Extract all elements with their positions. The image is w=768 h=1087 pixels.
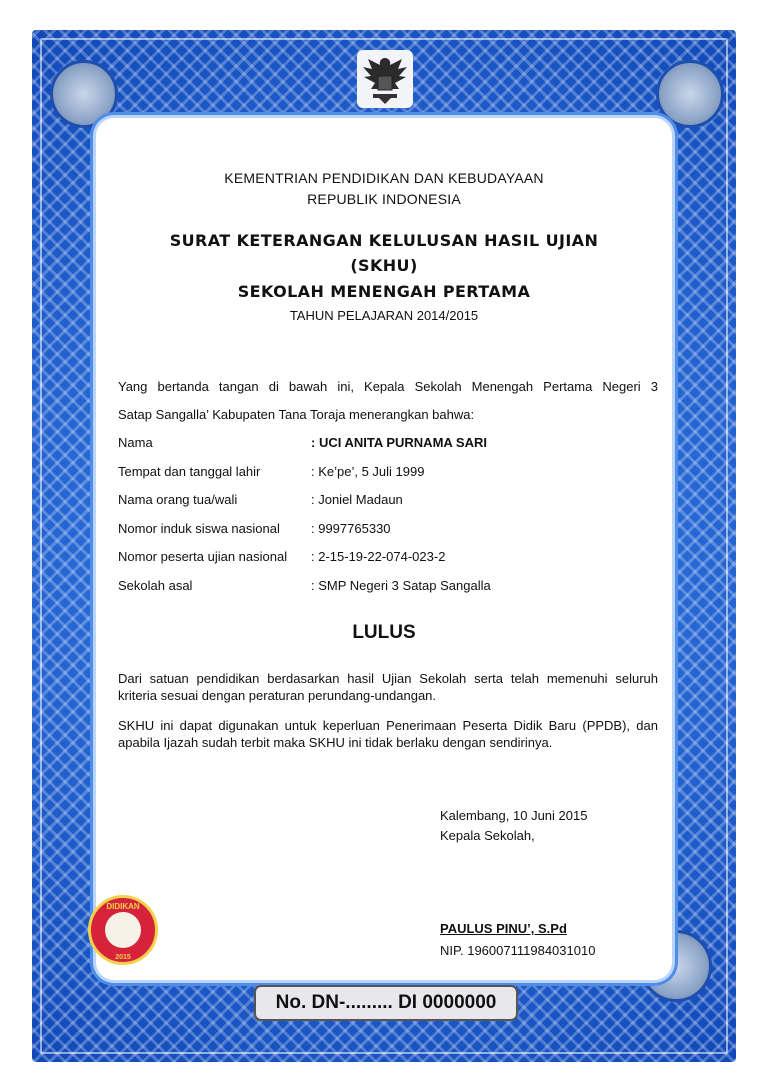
seal-text: DIDIKAN (106, 902, 140, 911)
ministry-name: KEMENTRIAN PENDIDIKAN DAN KEBUDAYAAN (224, 170, 544, 186)
field-value-parent: : Joniel Madaun (311, 492, 403, 507)
serial-number: No. DN-......... DI 0000000 (254, 985, 518, 1021)
paragraph-criteria: Dari satuan pendidikan berdasarkan hasil Ujian Sekolah serta telah memenuhi seluruh kriteria sesuai dengan peraturan perundang-undangan. (118, 671, 658, 703)
field-value-birth: : Ke’pe’, 5 Juli 1999 (311, 464, 425, 479)
place-date: Kalembang, 10 Juni 2015 (440, 808, 588, 823)
field-label-school: Sekolah asal (118, 578, 193, 593)
field-label-birth: Tempat dan tanggal lahir (118, 464, 261, 479)
corner-medallion-top-right (656, 60, 724, 128)
garuda-emblem-icon (357, 50, 413, 108)
document-title: SURAT KETERANGAN KELULUSAN HASIL UJIAN (169, 231, 599, 250)
academic-year: TAHUN PELAJARAN 2014/2015 (289, 308, 479, 323)
result-status: LULUS (352, 622, 416, 643)
field-value-name: : UCI ANITA PURNAMA SARI (311, 435, 487, 450)
signer-role: Kepala Sekolah, (440, 828, 535, 843)
field-value-nisn: : 9997765330 (311, 521, 391, 536)
school-level: SEKOLAH MENENGAH PERTAMA (237, 282, 531, 301)
seal-lettering (88, 895, 158, 965)
field-label-nisn: Nomor induk siswa nasional (118, 521, 280, 536)
country-name: REPUBLIK INDONESIA (307, 191, 461, 207)
signer-name: PAULUS PINU’, S.Pd (440, 921, 567, 936)
intro-line-2: Satap Sangalla’ Kabupaten Tana Toraja menerangkan bahwa: (118, 407, 475, 422)
field-value-exam-number: : 2-15-19-22-074-023-2 (311, 549, 446, 564)
paragraph-usage: SKHU ini dapat digunakan untuk keperluan Penerimaan Peserta Didik Baru (PPDB), dan apabila Ijazah sudah terbit maka SKHU ini tidak berlaku dengan sendirinya. (118, 718, 658, 750)
field-label-exam-number: Nomor peserta ujian nasional (118, 549, 288, 564)
field-label-parent: Nama orang tua/wali (118, 492, 238, 507)
signer-nip: NIP. 196007111984031010 (440, 943, 596, 958)
field-label-name: Nama (118, 435, 153, 450)
seal-year: 2015 (115, 954, 131, 961)
document-abbrev: (SKHU) (350, 256, 418, 275)
field-value-school: : SMP Negeri 3 Satap Sangalla (311, 578, 491, 593)
intro-line-1: Yang bertanda tangan di bawah ini, Kepala Sekolah Menengah Pertama Negeri 3 (118, 379, 658, 394)
